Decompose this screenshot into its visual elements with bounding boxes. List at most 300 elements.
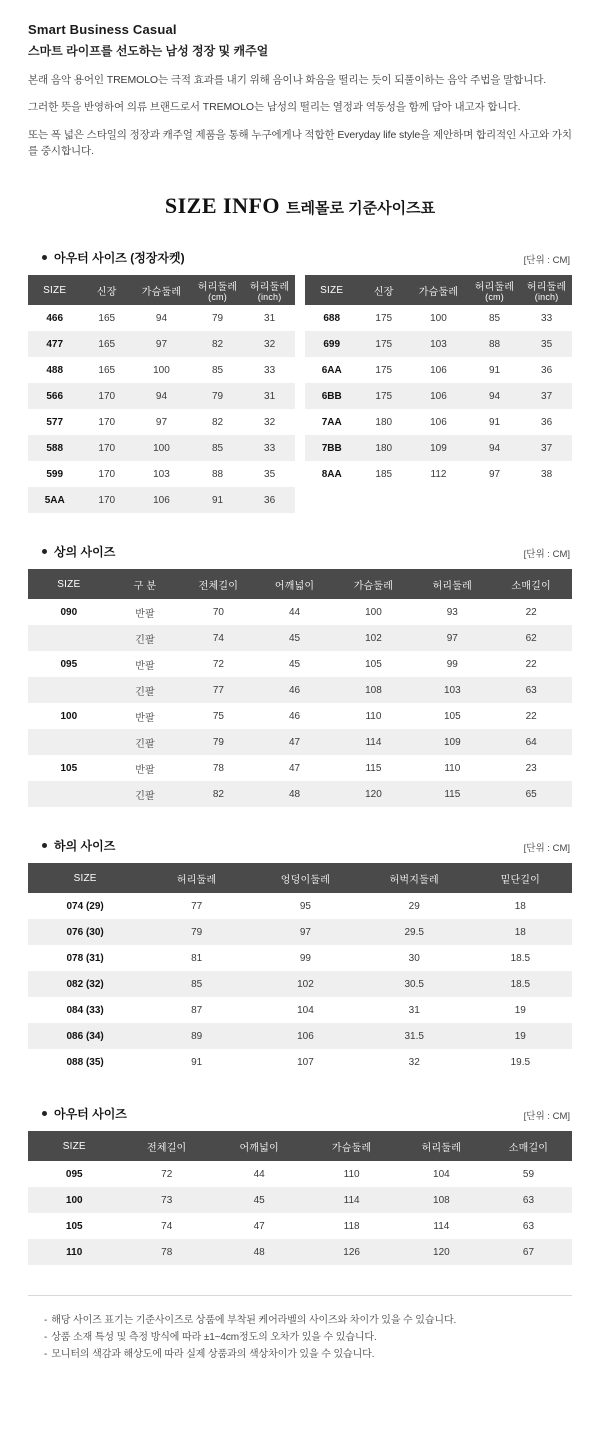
table-row — [305, 461, 572, 487]
cell-value: 77 — [180, 677, 256, 703]
cell-value: 91 — [468, 409, 521, 435]
cell-value: 165 — [81, 305, 132, 331]
table-row — [28, 383, 295, 409]
table-row — [305, 409, 572, 435]
col-size: SIZE — [28, 1131, 120, 1161]
section-outer-title — [42, 1105, 127, 1122]
table-row — [28, 461, 295, 487]
cell-value: 91 — [142, 1049, 251, 1075]
section-bottom — [28, 837, 572, 1075]
cell-value: 32 — [244, 409, 295, 435]
cell-value: 120 — [333, 781, 415, 807]
cell-value: 100 — [132, 357, 191, 383]
col-waist-cm-sub: (cm) — [485, 291, 504, 302]
notes-block — [28, 1295, 572, 1385]
cell-value: 106 — [251, 1023, 360, 1049]
cell-value: 19 — [469, 1023, 572, 1049]
cell-size: 588 — [28, 435, 81, 461]
col-5: 허리둘레 — [414, 569, 490, 599]
cell-size — [28, 677, 110, 703]
col-2: 엉덩이둘레 — [251, 863, 360, 893]
note-line — [44, 1312, 572, 1329]
note-text: 해당 사이즈 표기는 기준사이즈로 상품에 부착된 케어라벨의 사이즈와 차이가 있을 수 있습니다. — [51, 1315, 457, 1327]
cell-value: 73 — [120, 1187, 212, 1213]
cell-value: 45 — [256, 651, 332, 677]
page-title-ko: 트레몰로 기준사이즈표 — [286, 200, 436, 218]
cell-value: 반팔 — [110, 703, 181, 729]
cell-value: 긴팔 — [110, 729, 181, 755]
col-waist-cm-label: 허리둘레 — [197, 281, 238, 293]
cell-value: 30.5 — [360, 971, 469, 997]
cell-value: 35 — [244, 461, 295, 487]
cell-value: 104 — [398, 1161, 485, 1187]
cell-size: 086 (34) — [28, 1023, 142, 1049]
cell-size: 488 — [28, 357, 81, 383]
cell-value: 37 — [521, 435, 572, 461]
outer-suit-table-left — [28, 275, 295, 513]
page-title — [28, 193, 572, 219]
table-row — [305, 305, 572, 331]
col-waist-inch-sub: (inch) — [257, 291, 282, 302]
table-row — [28, 1187, 572, 1213]
top-size-body — [28, 599, 572, 807]
cell-value: 165 — [81, 357, 132, 383]
cell-value: 47 — [213, 1213, 305, 1239]
cell-size: 5AA — [28, 487, 81, 513]
cell-value: 78 — [120, 1239, 212, 1265]
section-top-head — [28, 543, 572, 560]
cell-value: 반팔 — [110, 755, 181, 781]
table-row — [28, 409, 295, 435]
cell-value: 109 — [409, 435, 468, 461]
cell-value: 32 — [360, 1049, 469, 1075]
cell-size: 078 (31) — [28, 945, 142, 971]
cell-value: 79 — [142, 919, 251, 945]
cell-value: 70 — [180, 599, 256, 625]
col-4: 가슴둘레 — [333, 569, 415, 599]
section-outer-suit-title — [42, 249, 185, 266]
col-size-label: SIZE — [320, 284, 344, 296]
cell-size: 084 (33) — [28, 997, 142, 1023]
cell-size: 110 — [28, 1239, 120, 1265]
cell-value: 33 — [244, 357, 295, 383]
col-height — [358, 275, 409, 305]
cell-value: 102 — [251, 971, 360, 997]
cell-value: 100 — [132, 435, 191, 461]
cell-value: 75 — [180, 703, 256, 729]
cell-value: 93 — [414, 599, 490, 625]
cell-value: 64 — [490, 729, 572, 755]
table-row — [28, 1239, 572, 1265]
cell-value: 170 — [81, 383, 132, 409]
cell-value: 88 — [191, 461, 244, 487]
cell-size: 105 — [28, 755, 110, 781]
cell-value: 126 — [305, 1239, 397, 1265]
cell-value: 45 — [213, 1187, 305, 1213]
brand-subtitle: 스마트 라이프를 선도하는 남성 정장 및 캐주얼 — [28, 44, 269, 58]
cell-value: 108 — [333, 677, 415, 703]
brand-title: Smart Business Casual — [28, 22, 177, 37]
table-row — [28, 997, 572, 1023]
cell-value: 44 — [256, 599, 332, 625]
cell-size: 6AA — [305, 357, 358, 383]
cell-value: 85 — [191, 357, 244, 383]
cell-value: 82 — [180, 781, 256, 807]
cell-value — [358, 487, 409, 513]
cell-value: 105 — [333, 651, 415, 677]
cell-value: 106 — [409, 409, 468, 435]
cell-value: 99 — [414, 651, 490, 677]
section-outer-suit-title-text: 아우터 사이즈 (정장자켓) — [54, 251, 185, 266]
cell-value: 118 — [305, 1213, 397, 1239]
cell-value: 100 — [333, 599, 415, 625]
cell-size: 466 — [28, 305, 81, 331]
col-3: 허벅지둘레 — [360, 863, 469, 893]
cell-value: 23 — [490, 755, 572, 781]
section-bottom-title-text: 하의 사이즈 — [54, 839, 116, 854]
cell-value: 94 — [468, 383, 521, 409]
cell-value: 85 — [468, 305, 521, 331]
col-1: 구 분 — [110, 569, 181, 599]
cell-value: 47 — [256, 729, 332, 755]
section-outer-suit — [28, 249, 572, 513]
cell-size: 688 — [305, 305, 358, 331]
table-row — [28, 755, 572, 781]
outer-suit-table-right — [305, 275, 572, 513]
cell-value: 67 — [485, 1239, 572, 1265]
col-1: 허리둘레 — [142, 863, 251, 893]
cell-value: 103 — [132, 461, 191, 487]
table-row — [28, 729, 572, 755]
cell-value: 33 — [521, 305, 572, 331]
cell-value: 44 — [213, 1161, 305, 1187]
cell-value: 22 — [490, 703, 572, 729]
section-top — [28, 543, 572, 807]
cell-value: 87 — [142, 997, 251, 1023]
note-dash: - — [44, 1332, 48, 1344]
cell-value: 30 — [360, 945, 469, 971]
cell-value: 32 — [244, 331, 295, 357]
cell-value: 36 — [521, 357, 572, 383]
cell-value: 19.5 — [469, 1049, 572, 1075]
col-4: 허리둘레 — [398, 1131, 485, 1161]
cell-size: 477 — [28, 331, 81, 357]
cell-value: 22 — [490, 651, 572, 677]
table-row — [28, 599, 572, 625]
table-row — [28, 487, 295, 513]
cell-size — [305, 487, 358, 513]
cell-size: 076 (30) — [28, 919, 142, 945]
cell-value: 97 — [251, 919, 360, 945]
section-top-title-text: 상의 사이즈 — [54, 545, 116, 560]
cell-size — [28, 729, 110, 755]
cell-size: 082 (32) — [28, 971, 142, 997]
cell-value: 82 — [191, 409, 244, 435]
cell-size: 090 — [28, 599, 110, 625]
cell-size: 7BB — [305, 435, 358, 461]
cell-value: 106 — [132, 487, 191, 513]
cell-value: 97 — [132, 331, 191, 357]
table-row — [305, 357, 572, 383]
cell-value: 63 — [485, 1187, 572, 1213]
cell-value: 63 — [485, 1213, 572, 1239]
cell-value: 103 — [409, 331, 468, 357]
cell-value: 114 — [398, 1213, 485, 1239]
outer-suit-left-body — [28, 305, 295, 513]
cell-value: 74 — [120, 1213, 212, 1239]
cell-value: 97 — [468, 461, 521, 487]
cell-value: 175 — [358, 383, 409, 409]
cell-value: 115 — [333, 755, 415, 781]
cell-size: 699 — [305, 331, 358, 357]
table-row — [28, 893, 572, 919]
cell-value: 165 — [81, 331, 132, 357]
cell-value: 36 — [521, 409, 572, 435]
cell-value: 19 — [469, 997, 572, 1023]
col-height — [81, 275, 132, 305]
cell-value: 170 — [81, 487, 132, 513]
cell-value: 106 — [409, 357, 468, 383]
intro-paragraph-3: 또는 폭 넓은 스타일의 정장과 캐주얼 제품을 통해 누구에게나 적합한 Everyday life style을 제안하며 합리적인 사고와 가치를 중시합니다. — [28, 128, 572, 157]
col-size — [305, 275, 358, 305]
cell-value: 79 — [191, 383, 244, 409]
unit-label-outer: [단위 : CM] — [523, 1111, 570, 1123]
col-waist-inch-label: 허리둘레 — [526, 281, 567, 293]
col-5: 소매길이 — [485, 1131, 572, 1161]
note-text: 모니터의 색감과 해상도에 따라 실제 상품과의 색상차이가 있을 수 있습니다. — [51, 1349, 375, 1361]
cell-value: 78 — [180, 755, 256, 781]
table-header-row — [28, 1131, 572, 1161]
cell-size: 074 (29) — [28, 893, 142, 919]
col-waist-cm — [468, 275, 521, 305]
cell-value: 72 — [120, 1161, 212, 1187]
cell-value: 175 — [358, 357, 409, 383]
cell-value: 105 — [414, 703, 490, 729]
col-chest-label: 가슴둘레 — [418, 286, 459, 298]
cell-value: 33 — [244, 435, 295, 461]
outer-suit-right-body — [305, 305, 572, 513]
col-chest — [132, 275, 191, 305]
cell-size: 100 — [28, 1187, 120, 1213]
cell-value: 89 — [142, 1023, 251, 1049]
cell-value: 36 — [244, 487, 295, 513]
cell-value: 95 — [251, 893, 360, 919]
unit-label-bottom: [단위 : CM] — [523, 843, 570, 855]
col-waist-cm — [191, 275, 244, 305]
bottom-size-table — [28, 863, 572, 1075]
col-size-label: SIZE — [43, 284, 67, 296]
cell-value: 115 — [414, 781, 490, 807]
cell-value: 31 — [244, 305, 295, 331]
cell-value: 72 — [180, 651, 256, 677]
note-line — [44, 1346, 572, 1363]
col-2: 전체길이 — [180, 569, 256, 599]
cell-value: 85 — [191, 435, 244, 461]
cell-value: 81 — [142, 945, 251, 971]
table-header-row — [305, 275, 572, 305]
cell-value: 62 — [490, 625, 572, 651]
table-row — [305, 435, 572, 461]
table-row — [28, 357, 295, 383]
col-3: 어깨넓이 — [256, 569, 332, 599]
cell-value: 35 — [521, 331, 572, 357]
section-bottom-head — [28, 837, 572, 854]
table-row — [305, 331, 572, 357]
table-header-row — [28, 863, 572, 893]
cell-value: 102 — [333, 625, 415, 651]
cell-value — [409, 487, 468, 513]
cell-value: 110 — [305, 1161, 397, 1187]
cell-value: 108 — [398, 1187, 485, 1213]
cell-value: 99 — [251, 945, 360, 971]
cell-value: 긴팔 — [110, 781, 181, 807]
cell-value: 82 — [191, 331, 244, 357]
note-dash: - — [44, 1315, 48, 1327]
cell-size: 095 — [28, 651, 110, 677]
cell-value: 79 — [180, 729, 256, 755]
unit-label-top: [단위 : CM] — [523, 549, 570, 561]
cell-value: 120 — [398, 1239, 485, 1265]
table-header-row — [28, 275, 295, 305]
cell-value: 반팔 — [110, 599, 181, 625]
cell-value — [521, 487, 572, 513]
section-outer — [28, 1105, 572, 1265]
table-row — [28, 651, 572, 677]
brand-header — [28, 22, 572, 159]
cell-value: 175 — [358, 331, 409, 357]
cell-value: 31 — [360, 997, 469, 1023]
cell-size: 088 (35) — [28, 1049, 142, 1075]
cell-value: 97 — [132, 409, 191, 435]
col-waist-inch — [521, 275, 572, 305]
cell-value: 94 — [132, 305, 191, 331]
table-row — [305, 383, 572, 409]
outer-suit-tables — [28, 275, 572, 513]
cell-value: 180 — [358, 435, 409, 461]
cell-value — [468, 487, 521, 513]
col-waist-inch-label: 허리둘레 — [249, 281, 290, 293]
cell-value: 97 — [414, 625, 490, 651]
col-height-label: 신장 — [373, 286, 394, 298]
section-outer-title-text: 아우터 사이즈 — [54, 1107, 127, 1122]
table-row — [28, 625, 572, 651]
cell-value: 109 — [414, 729, 490, 755]
bullet-icon — [42, 255, 47, 260]
table-header-row — [28, 569, 572, 599]
cell-value: 29.5 — [360, 919, 469, 945]
col-size — [28, 275, 81, 305]
table-row — [28, 945, 572, 971]
cell-value: 100 — [409, 305, 468, 331]
bullet-icon — [42, 843, 47, 848]
cell-value: 긴팔 — [110, 677, 181, 703]
table-row — [28, 703, 572, 729]
cell-size: 599 — [28, 461, 81, 487]
cell-value: 반팔 — [110, 651, 181, 677]
cell-size — [28, 781, 110, 807]
col-chest — [409, 275, 468, 305]
cell-value: 74 — [180, 625, 256, 651]
cell-size: 577 — [28, 409, 81, 435]
cell-value: 29 — [360, 893, 469, 919]
cell-size: 6BB — [305, 383, 358, 409]
cell-value: 114 — [333, 729, 415, 755]
col-waist-cm-sub: (cm) — [208, 291, 227, 302]
cell-value: 112 — [409, 461, 468, 487]
outer-size-table — [28, 1131, 572, 1265]
cell-value: 88 — [468, 331, 521, 357]
cell-value: 180 — [358, 409, 409, 435]
cell-size: 7AA — [305, 409, 358, 435]
cell-size: 095 — [28, 1161, 120, 1187]
col-6: 소매길이 — [490, 569, 572, 599]
table-row — [28, 1213, 572, 1239]
cell-value: 110 — [333, 703, 415, 729]
cell-value: 91 — [468, 357, 521, 383]
col-3: 가슴둘레 — [305, 1131, 397, 1161]
unit-label-outer-suit: [단위 : CM] — [523, 255, 570, 267]
cell-value: 45 — [256, 625, 332, 651]
cell-value: 110 — [414, 755, 490, 781]
cell-size: 566 — [28, 383, 81, 409]
table-row — [28, 1023, 572, 1049]
col-chest-label: 가슴둘레 — [141, 286, 182, 298]
cell-value: 18.5 — [469, 971, 572, 997]
cell-value: 63 — [490, 677, 572, 703]
table-row — [28, 781, 572, 807]
top-size-table — [28, 569, 572, 807]
cell-value: 104 — [251, 997, 360, 1023]
cell-size: 105 — [28, 1213, 120, 1239]
table-row — [28, 1161, 572, 1187]
cell-value: 48 — [256, 781, 332, 807]
table-row — [28, 435, 295, 461]
table-row — [28, 677, 572, 703]
bullet-icon — [42, 549, 47, 554]
cell-value: 170 — [81, 409, 132, 435]
cell-value: 185 — [358, 461, 409, 487]
col-size: SIZE — [28, 863, 142, 893]
cell-value: 38 — [521, 461, 572, 487]
col-1: 전체길이 — [120, 1131, 212, 1161]
table-row — [28, 305, 295, 331]
cell-size: 100 — [28, 703, 110, 729]
col-2: 어깨넓이 — [213, 1131, 305, 1161]
cell-value: 77 — [142, 893, 251, 919]
cell-value: 85 — [142, 971, 251, 997]
cell-value: 94 — [132, 383, 191, 409]
outer-size-body — [28, 1161, 572, 1265]
cell-value: 46 — [256, 703, 332, 729]
intro-paragraph-1: 본래 음악 용어인 TREMOLO는 극적 효과를 내기 위해 음이나 화음을 떨리는 듯이 되풀이하는 음악 주법을 말합니다. — [28, 74, 547, 86]
table-row — [305, 487, 572, 513]
col-height-label: 신장 — [96, 286, 117, 298]
cell-value: 37 — [521, 383, 572, 409]
cell-value: 긴팔 — [110, 625, 181, 651]
cell-value: 170 — [81, 435, 132, 461]
cell-value: 47 — [256, 755, 332, 781]
cell-value: 106 — [409, 383, 468, 409]
cell-value: 91 — [191, 487, 244, 513]
cell-value: 18.5 — [469, 945, 572, 971]
cell-value: 22 — [490, 599, 572, 625]
note-dash: - — [44, 1349, 48, 1361]
cell-value: 65 — [490, 781, 572, 807]
cell-value: 170 — [81, 461, 132, 487]
intro-paragraph-2: 그러한 뜻을 반영하여 의류 브랜드로서 TREMOLO는 남성의 떨리는 열정과 역동성을 함께 담아 내고자 합니다. — [28, 101, 521, 114]
cell-value: 107 — [251, 1049, 360, 1075]
cell-value: 175 — [358, 305, 409, 331]
